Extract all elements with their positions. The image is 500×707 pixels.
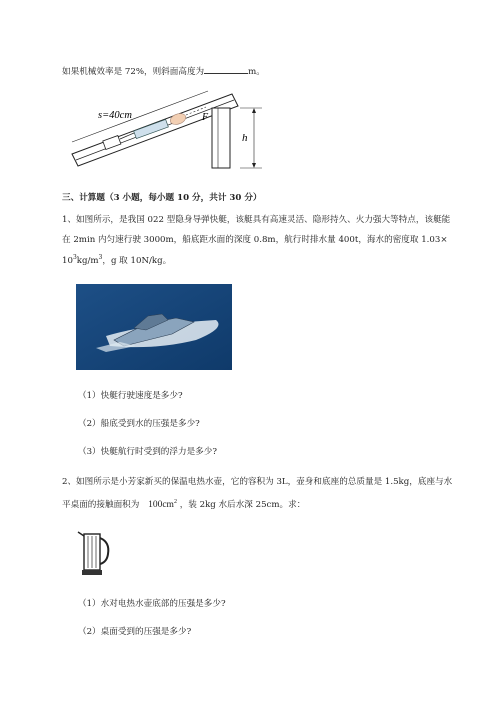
problem2-line1: 2、如图所示是小芳家新买的保温电热水壶，它的容积为 3L，壶身和底座的总质量是 1.5kg，底座与水 xyxy=(62,477,453,487)
problem2-line2: 平桌面的接触面积为 $100cm^2$ ，装 2kg 水后水深 25cm。求： xyxy=(62,499,306,511)
speedboat-photo xyxy=(76,284,232,370)
problem1-line2: 在 2min 内匀速行驶 3000m，船底距水面的深度 0.8m，航行时排水量 400t，海水的密度取 1.03× xyxy=(62,235,448,245)
h-label: h xyxy=(242,132,248,144)
kettle-spout xyxy=(78,532,84,536)
problem1-question1: （1）快艇行驶速度是多少? xyxy=(78,391,183,401)
intro-text: 如果机械效率是 72%，则斜面高度为 xyxy=(62,67,205,77)
problem1-line3: $10^3kg/m^3$，g 取 10N/kg。 xyxy=(62,254,172,266)
kettle-handle xyxy=(100,538,108,564)
support-block xyxy=(212,108,230,168)
problem1-question2: （2）船底受到水的压强是多少? xyxy=(78,419,200,429)
f-label: F xyxy=(202,112,209,123)
answer-blank xyxy=(204,64,248,74)
problem2-question1: （1）水对电热水壶底部的压强是多少? xyxy=(78,599,226,609)
section-title: 三、计算题（3 小题，每小题 10 分，共计 30 分） xyxy=(62,193,262,203)
s-label: s=40cm xyxy=(98,110,132,121)
kettle-figure xyxy=(74,528,114,580)
intro-line xyxy=(62,64,265,78)
problem1-line1: 1、如图所示，是我国 022 型隐身导弹快艇，该艇具有高速灵活、隐形持久、火力强大等特点，该艇能 xyxy=(62,215,451,225)
problem2-question2: （2）桌面受到的压强是多少? xyxy=(78,627,192,637)
kettle-base xyxy=(82,570,102,575)
intro-unit: m。 xyxy=(248,67,265,77)
incline-figure xyxy=(62,88,272,174)
area-value: $100cm^2$ xyxy=(148,499,177,511)
problem1-question3: （3）快艇航行时受到的浮力是多少? xyxy=(78,447,217,457)
